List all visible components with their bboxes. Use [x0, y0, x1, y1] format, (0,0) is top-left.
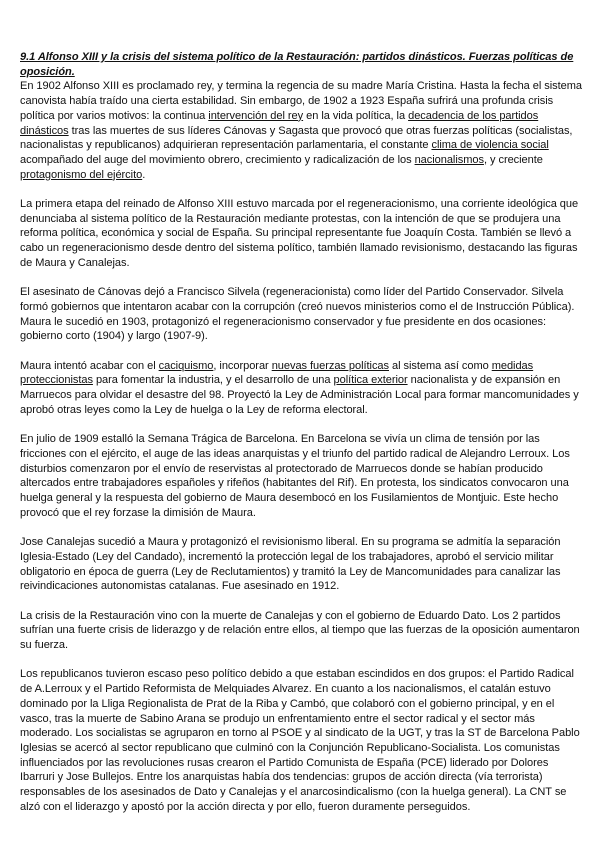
underlined-term: caciquismo: [158, 359, 214, 372]
document-page: [20, 50, 583, 829]
text-segment: para fomentar la industria, y el desarrollo de una: [92, 374, 334, 387]
underlined-term: nuevas fuerzas políticas: [271, 359, 389, 372]
text-segment: La primera etapa del reinado de Alfonso XIII estuvo marcada por el regeneracionismo, una corriente ideológica que denunciaba al sistema político de la Restauración mediante protestas, con la intención de que se produjera una reforma política, económica y social de España. Su principal representante fue Joaquín Costa. También se llevó a cabo un regeneracionismo desde dentro del sistema político, también llamado revisionismo, destacando las figuras de Maura y Canalejas.: [20, 198, 579, 269]
text-segment: nacionalista y de expansión en Marruecos para olvidar el desastre del 98. Proyectó la Ley de Administración Local para formar mancomunidades y aprobó otras leyes como la Ley de huelga o la Ley de reforma electoral.: [20, 374, 579, 416]
underlined-term: intervención del rey: [208, 109, 304, 122]
underlined-term: nacionalismos: [414, 153, 484, 166]
underlined-term: protagonismo del ejército: [20, 168, 143, 181]
underlined-term: política exterior: [333, 374, 408, 387]
text-segment: en la vida política, la: [303, 109, 409, 122]
paragraph-crisis-motives: [20, 79, 583, 182]
text-segment: La crisis de la Restauración vino con la muerte de Canalejas y con el gobierno de Eduardo Dato. Los 2 partidos sufrían una fuerte crisis de liderazgo y de relación entre ellos, al tiempo que las fuerzas de la oposición aumentaron su fuerza.: [20, 609, 580, 652]
text-segment: Jose Canalejas sucedió a Maura y protagonizó el revisionismo liberal. En su programa se admitía la separación Iglesia-Estado (Ley del Candado), incrementó la protección legal de los trabajadores, aprobó el servicio militar obligatorio en época de guerra (Ley de Reclutamientos) y tramitó la Ley de Mancomunidades para canalizar las reivindicaciones autonomistas catalanas. Fue asesinado en 1912.: [20, 536, 561, 593]
text-segment: , y creciente: [483, 153, 543, 166]
paragraph-silvela-maura: [20, 285, 583, 344]
text-segment: En 1902 Alfonso XIII es proclamado rey, y termina la regencia de su madre María Cristina. Hasta la fecha el sistema canovista había traído una cierta estabilidad. Sin embargo, de 1902 a 1923 España sufrirá una profunda crisis política por varios motivos: la continua: [20, 80, 583, 122]
text-segment: al sistema así como: [389, 359, 492, 372]
text-segment: .: [142, 168, 146, 181]
paragraph-semana-tragica: [20, 432, 583, 520]
paragraph-opposition-forces: [20, 667, 583, 814]
paragraph-crisis-restauracion: [20, 609, 583, 653]
text-segment: En julio de 1909 estalló la Semana Trágica de Barcelona. En Barcelona se vivía un clima de tensión por las fricciones con el ejército, el auge de las ideas anarquistas y el triunfo del partido radical de Alejandro Lerroux. Los disturbios comenzaron por el envío de reservistas al protectorado de Marruecos donde se habían producido altercados entre trabajadores españoles y rifeños (habitantes del Rif). En protesta, los sindicatos convocaron una huelga general y la respuesta del gobierno de Maura desembocó en los Fusilamientos de Montjuic. Este hecho provocó que el rey forzase la dimisión de Maura.: [20, 433, 570, 519]
text-segment: Los republicanos tuvieron escaso peso político debido a que estaban escindidos en dos grupos: el Partido Radical de A.Lerroux y el Partido Reformista de Melquiades Alvarez. En cuanto a los nacionalismos, el catalán estuvo dominado por la Lliga Regionalista de Prat de la Riba y Cambó, que colaboró con el gobierno principal, y en el vasco, tras la muerte de Sabino Arana se produjo un enfrentamiento entre el sector radical y el sector más moderado. Los socialistas se agruparon en torno al PSOE y al sindicato de la UGT, y tras la ST de Barcelona Pablo Iglesias se acercó al sector republicano que culminó con la Conjunción Republicano-Socialista. Los comunistas influenciados por las revoluciones rusas crearon el Partido Comunista de España (PCE) liderado por Dolores Ibarruri y Jose Bullejos. Entre los anarquistas había dos tendencias: grupos de acción directa (vía terrorista) responsables de los asesinados de Dato y Canalejas y el anarcosindicalismo (con la huelga general). La CNT se alzó con el liderazgo y apostó por la acción directa y por ello, fueron duramente perseguidos.: [20, 668, 580, 813]
text-segment: El asesinato de Cánovas dejó a Francisco Silvela (regeneracionista) como líder del Partido Conservador. Silvela formó gobiernos que intentaron acabar con la corrupción (creó nuevos ministerios como el de Instrucción Pública). Maura le sucedió en 1903, protagonizó el regeneracionismo conservador y fue presidente en dos ocasiones: gobierno corto (1904) y largo (1907-9).: [20, 286, 575, 343]
underlined-term: clima de violencia social: [431, 139, 549, 152]
text-segment: , incorporar: [213, 359, 272, 372]
text-segment: Maura intentó acabar con el: [20, 359, 159, 372]
text-segment: tras las muertes de sus líderes Cánovas y Sagasta que provocó que otras fuerzas políticas (socialistas, nacionalistas y republicanos) adquirieran representación parlamentaria, el constante: [20, 124, 573, 152]
paragraph-regeneracionismo: [20, 197, 583, 271]
underlined-term: medidas proteccionistas: [20, 359, 534, 387]
paragraph-maura-reforms: [20, 359, 583, 418]
section-heading: 9.1 Alfonso XIII y la crisis del sistema político de la Restauración: partidos dinásticos. Fuerzas políticas de oposición.: [20, 51, 574, 78]
paragraph-canalejas: [20, 535, 583, 594]
text-segment: acompañado del auge del movimiento obrero, crecimiento y radicalización de los: [20, 153, 415, 166]
underlined-term: decadencia de los partidos dinásticos: [20, 109, 539, 137]
